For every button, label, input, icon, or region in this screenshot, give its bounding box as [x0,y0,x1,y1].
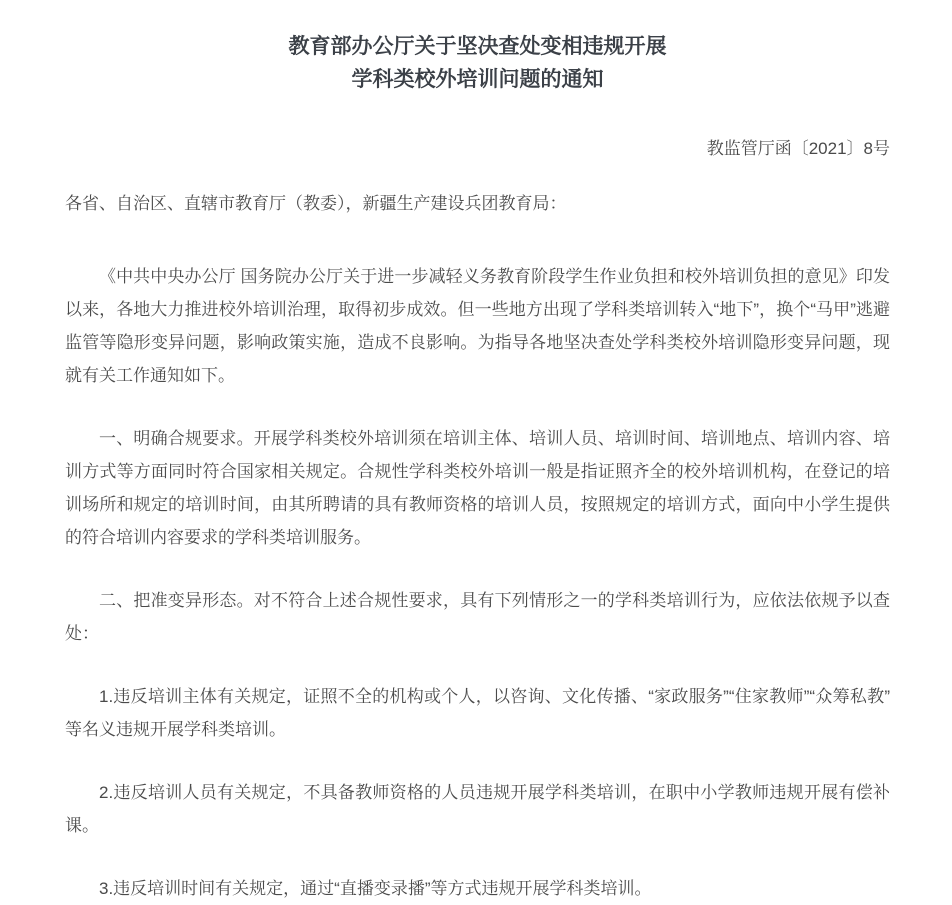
paragraph-item-1: 1.违反培训主体有关规定，证照不全的机构或个人，以咨询、文化传播、“家政服务”“住家教师”“众筹私教”等名义违规开展学科类培训。 [65,687,890,739]
paragraph-item-3: 3.违反培训时间有关规定，通过“直播变录播”等方式违规开展学科类培训。 [99,879,652,898]
document-title-line-1: 教育部办公厅关于坚决查处变相违规开展 [288,35,667,58]
paragraph-item-2: 2.违反培训人员有关规定，不具备教师资格的人员违规开展学科类培训，在职中小学教师违规开展有偿补课。 [65,783,890,835]
paragraph-section-1: 一、明确合规要求。开展学科类校外培训须在培训主体、培训人员、培训时间、培训地点、培训内容、培训方式等方面同时符合国家相关规定。合规性学科类校外培训一般是指证照齐全的校外培训机构，在登记的培训场所和规定的培训时间，由其所聘请的具有教师资格的培训人员，按照规定的培训方式，面向中小学生提供的符合培训内容要求的学科类培训服务。 [65,429,890,547]
paragraph-intro: 《中共中央办公厅 国务院办公厅关于进一步减轻义务教育阶段学生作业负担和校外培训负担的意见》印发以来，各地大力推进校外培训治理，取得初步成效。但一些地方出现了学科类培训转入“地下”，换个“马甲”逃避监管等隐形变异问题，影响政策实施，造成不良影响。为指导各地坚决查处学科类校外培训隐形变异问题，现就有关工作通知如下。 [65,267,890,385]
document-title [65,30,890,96]
document-number: 教监管厅函〔2021〕8号 [706,139,890,158]
document-title-line-2: 学科类校外培训问题的通知 [351,68,604,91]
addressee-line: 各省、自治区、直辖市教育厅（教委），新疆生产建设兵团教育局： [65,194,567,213]
paragraph-section-2: 二、把准变异形态。对不符合上述合规性要求，具有下列情形之一的学科类培训行为，应依法依规予以查处： [65,591,890,643]
